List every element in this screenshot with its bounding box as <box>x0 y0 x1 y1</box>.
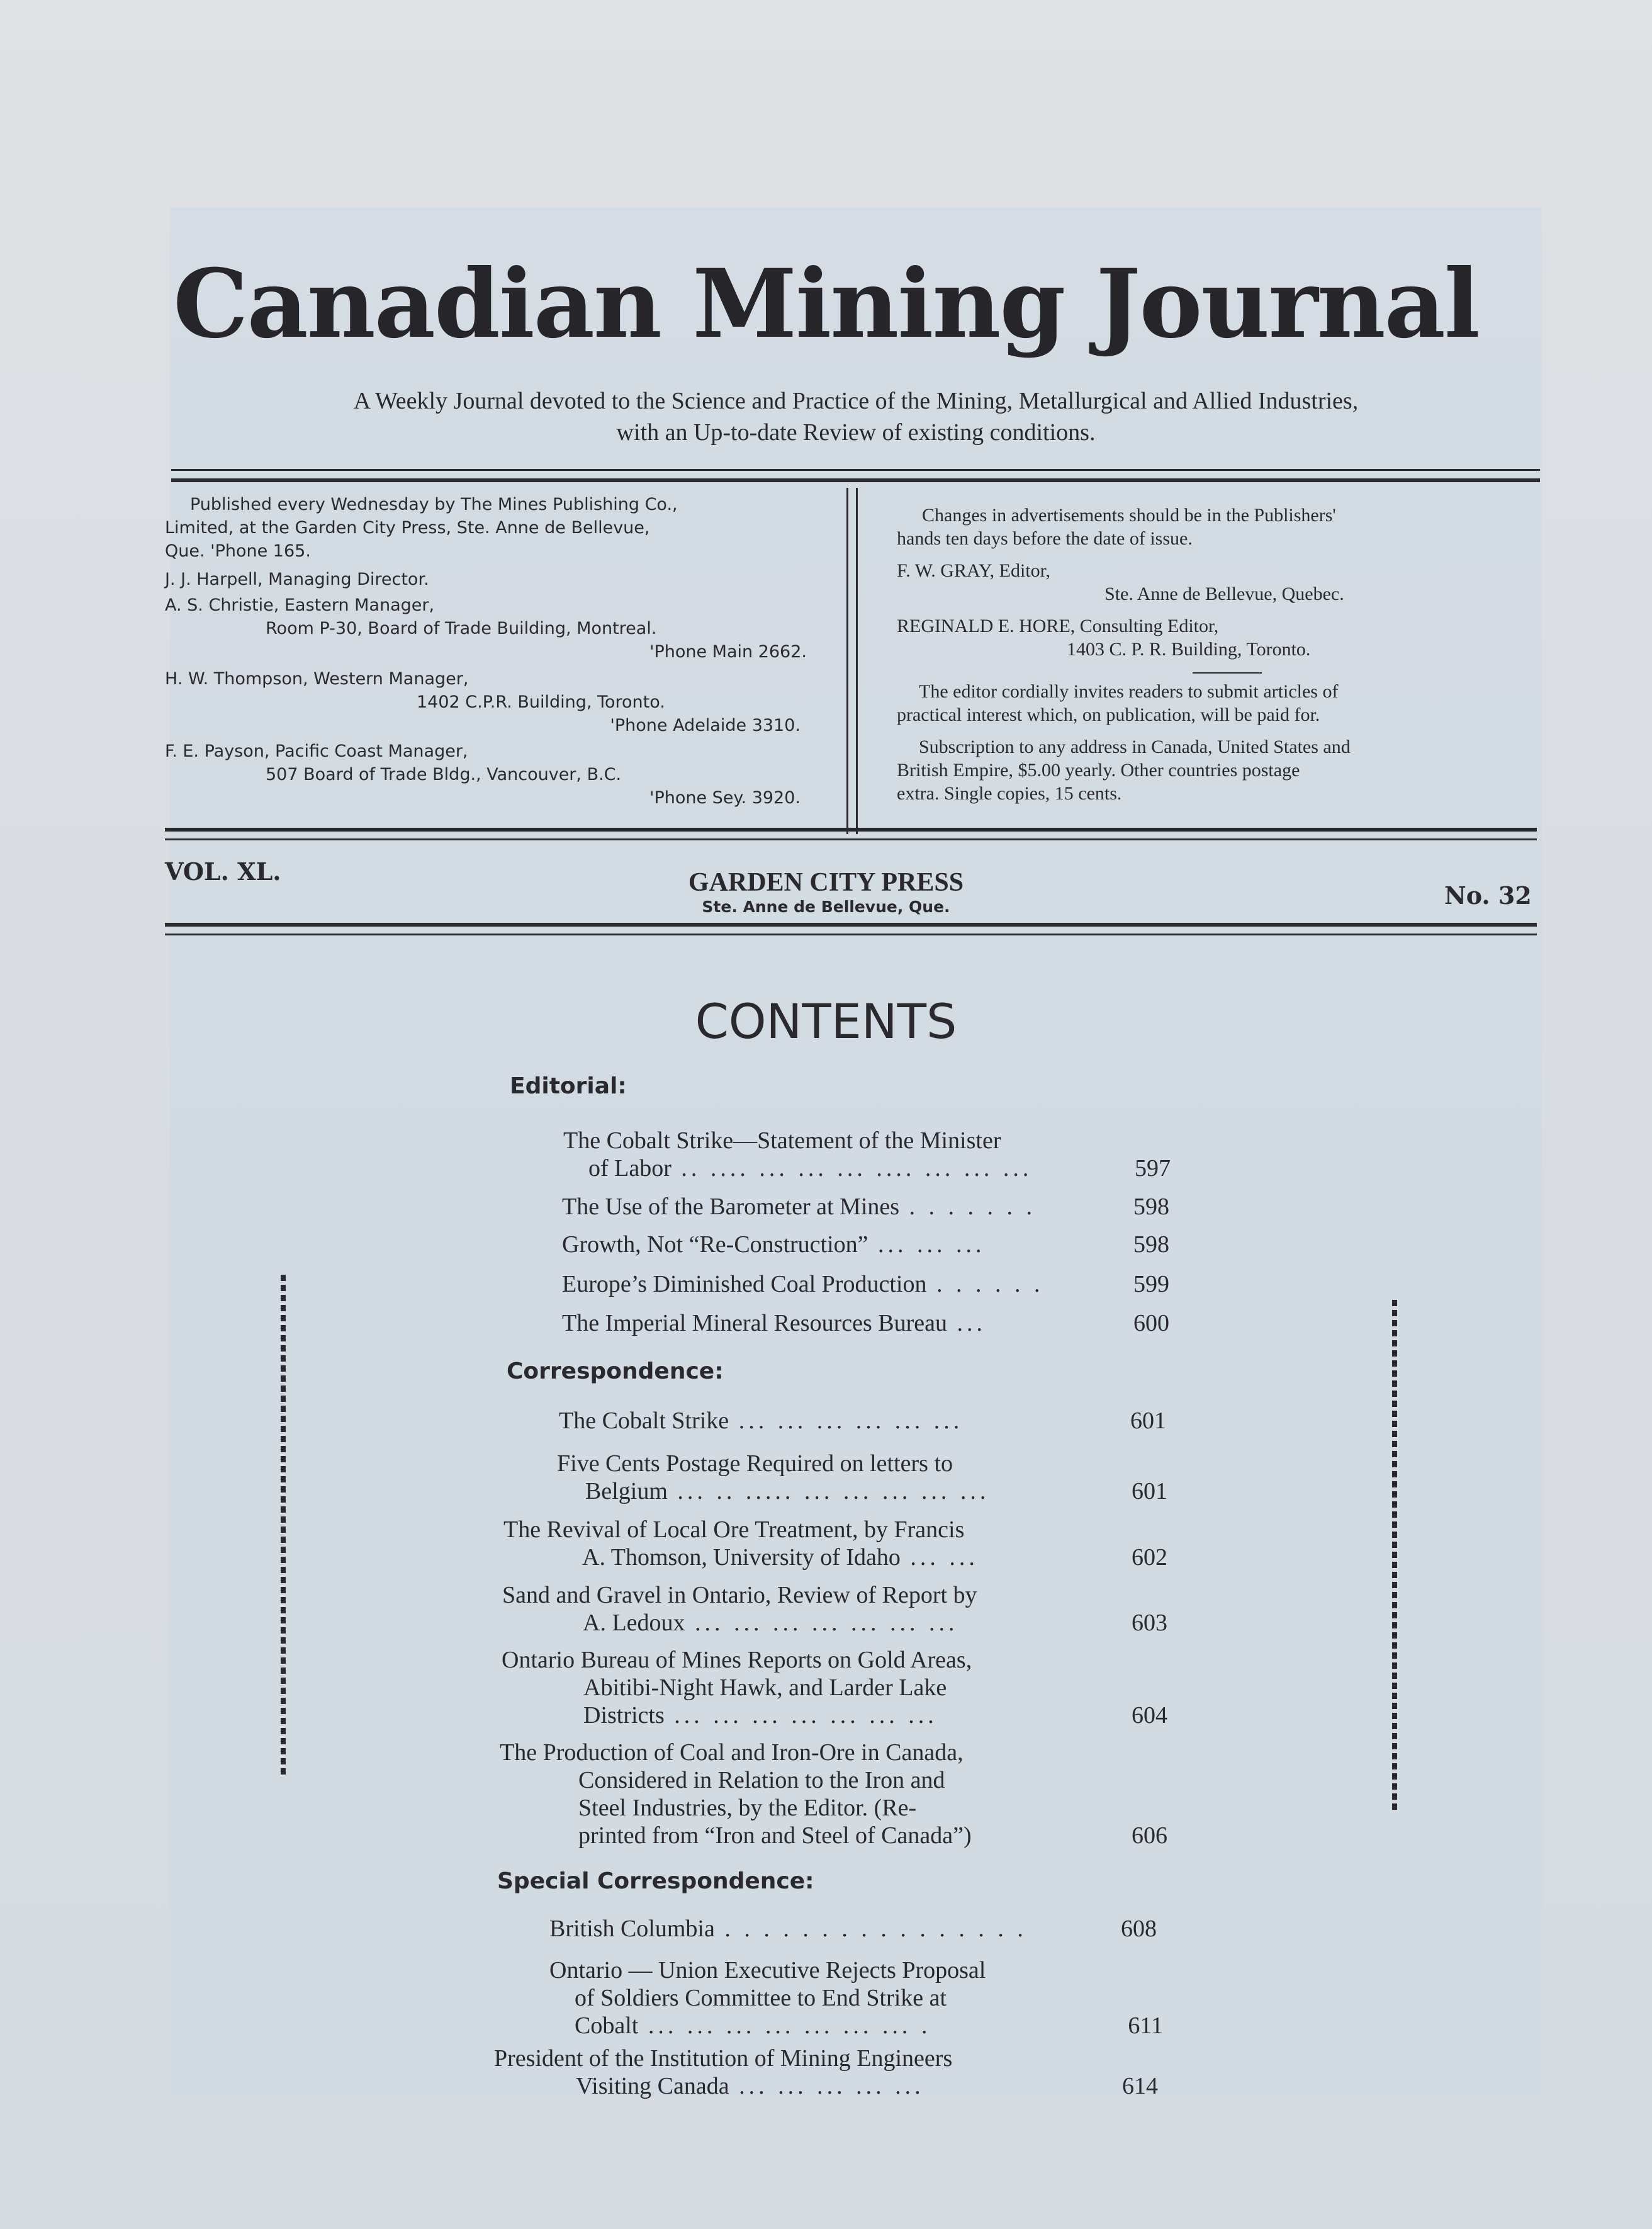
decorative-chain-right <box>1392 1300 1397 1810</box>
publisher-line: 'Phone Adelaide 3310. <box>610 716 801 735</box>
leader-dots: . . . . . . . . . . . . . . . . <box>714 1916 1027 1942</box>
journal-subtitle <box>183 385 1529 448</box>
toc-title: The Imperial Mineral Resources Bureau <box>562 1310 947 1336</box>
toc-title: The Cobalt Strike <box>559 1408 729 1434</box>
toc-page: 600 <box>1133 1310 1169 1336</box>
toc-page: 599 <box>1133 1271 1169 1297</box>
editorial-line: practical interest which, on publication, will be paid for. <box>897 704 1320 725</box>
toc-title: The Production of Coal and Iron-Ore in Canada, <box>500 1739 964 1766</box>
publisher-line: 'Phone Main 2662. <box>649 642 807 662</box>
editorial-line: Ste. Anne de Bellevue, Quebec. <box>1104 584 1344 604</box>
toc-page: 597 <box>1135 1155 1171 1182</box>
toc-title: President of the Institution of Mining Engineers <box>494 2045 953 2072</box>
contents-heading: CONTENTS <box>695 993 957 1049</box>
toc-page: 603 <box>1132 1610 1167 1636</box>
toc-page: 602 <box>1132 1544 1167 1571</box>
toc-entry[interactable] <box>500 1739 1167 1849</box>
subtitle-line-2: with an Up-to-date Review of existing conditions. <box>616 419 1096 446</box>
editorial-info <box>897 504 1542 805</box>
section-special-correspondence: Special Correspondence: <box>497 1868 814 1894</box>
toc-page: 598 <box>1133 1194 1169 1220</box>
press-block <box>0 867 1652 916</box>
toc-entry[interactable] <box>562 1309 1169 1337</box>
toc-title: Steel Industries, by the Editor. (Re- <box>578 1795 917 1821</box>
editorial-line: F. W. GRAY, Editor, <box>897 560 1050 581</box>
leader-dots: . . . . . . <box>926 1271 1044 1297</box>
publisher-line: Limited, at the Garden City Press, Ste. Anne de Bellevue, <box>165 518 650 538</box>
toc-page: 614 <box>1122 2073 1158 2099</box>
toc-page: 598 <box>1133 1231 1169 1258</box>
publisher-line: 507 Board of Trade Bldg., Vancouver, B.C. <box>266 765 622 784</box>
rule-bottom-2 <box>165 934 1537 935</box>
column-divider <box>846 488 848 834</box>
toc-title: The Revival of Local Ore Treatment, by Francis <box>503 1516 965 1543</box>
toc-title: Districts <box>583 1702 665 1729</box>
press-location: Ste. Anne de Bellevue, Que. <box>702 898 950 916</box>
publisher-line: F. E. Payson, Pacific Coast Manager, <box>165 742 468 761</box>
leader-dots: . . . . . . . <box>899 1194 1037 1220</box>
journal-title: Canadian Mining Journal <box>173 249 1479 359</box>
toc-title: Five Cents Postage Required on letters to <box>557 1450 953 1477</box>
leader-dots: ... .. ..... ... ... ... ... ... <box>667 1478 990 1504</box>
toc-entry[interactable] <box>502 1581 1167 1637</box>
toc-page: 608 <box>1121 1916 1157 1942</box>
press-name: GARDEN CITY PRESS <box>688 868 964 897</box>
toc-title: The Use of the Barometer at Mines <box>562 1194 900 1220</box>
rule-mid-1 <box>165 828 1537 832</box>
toc-entry[interactable] <box>502 1646 1167 1729</box>
toc-entry[interactable] <box>562 1231 1169 1258</box>
toc-title: of Labor <box>588 1155 671 1182</box>
rule-top-1 <box>171 469 1540 471</box>
toc-title: Ontario Bureau of Mines Reports on Gold Areas, <box>502 1647 972 1673</box>
editorial-line: Changes in advertisements should be in the Publishers' <box>922 505 1336 526</box>
toc-entry[interactable] <box>549 1956 1163 2040</box>
toc-entry[interactable] <box>563 1127 1171 1182</box>
decorative-chain-left <box>281 1275 286 1778</box>
section-correspondence: Correspondence: <box>507 1358 724 1384</box>
toc-page: 604 <box>1132 1702 1167 1729</box>
leader-dots: ... ... <box>900 1544 979 1571</box>
leader-dots: ... ... ... ... ... ... ... <box>685 1610 958 1636</box>
publisher-line: Room P-30, Board of Trade Building, Montreal. <box>266 619 657 638</box>
toc-title: Growth, Not “Re-Construction” <box>562 1231 868 1258</box>
toc-entry[interactable] <box>559 1407 1166 1435</box>
section-editorial: Editorial: <box>510 1073 627 1099</box>
editorial-line: hands ten days before the date of issue. <box>897 528 1193 549</box>
leader-dots: ... ... ... ... ... <box>729 2073 924 2099</box>
toc-entry[interactable] <box>557 1450 1167 1505</box>
publisher-line: Que. 'Phone 165. <box>165 541 311 561</box>
leader-dots: ... ... ... ... ... ... <box>729 1408 964 1434</box>
publisher-line: J. J. Harpell, Managing Director. <box>165 570 429 589</box>
editorial-line: Subscription to any address in Canada, United States and <box>919 736 1351 757</box>
toc-page: 601 <box>1130 1408 1166 1434</box>
toc-title: printed from “Iron and Steel of Canada”) <box>578 1822 972 1849</box>
toc-entry[interactable] <box>494 2045 1158 2100</box>
publisher-line: A. S. Christie, Eastern Manager, <box>165 595 435 615</box>
toc-title: Ontario — Union Executive Rejects Proposal <box>549 1957 986 1984</box>
editorial-line: British Empire, $5.00 yearly. Other countries postage <box>897 760 1300 781</box>
toc-page: 606 <box>1132 1822 1167 1849</box>
editorial-line: REGINALD E. HORE, Consulting Editor, <box>897 616 1219 636</box>
toc-title: The Cobalt Strike—Statement of the Minister <box>563 1127 1001 1154</box>
toc-title: Considered in Relation to the Iron and <box>578 1767 945 1793</box>
toc-title: Cobalt <box>575 2012 639 2039</box>
column-divider-2 <box>856 488 858 834</box>
toc-title: Europe’s Diminished Coal Production <box>562 1271 927 1297</box>
rule-mid-2 <box>165 838 1537 840</box>
rule-bottom-1 <box>165 923 1537 927</box>
leader-dots: .. .... ... ... ... .... ... ... ... <box>671 1155 1033 1182</box>
toc-title: A. Thomson, University of Idaho <box>582 1544 901 1571</box>
rule-top-2 <box>171 478 1540 482</box>
toc-title: Visiting Canada <box>576 2073 729 2099</box>
leader-dots: ... ... ... ... ... ... ... . <box>638 2012 931 2039</box>
publisher-line: H. W. Thompson, Western Manager, <box>165 669 469 689</box>
toc-page: 611 <box>1128 2012 1163 2039</box>
toc-entry[interactable] <box>503 1516 1167 1571</box>
toc-entry[interactable] <box>549 1915 1157 1943</box>
volume-number: VOL. XL. <box>165 857 281 886</box>
toc-title: Sand and Gravel in Ontario, Review of Report by <box>502 1582 977 1608</box>
leader-dots: ... ... ... ... ... ... ... <box>664 1702 938 1729</box>
toc-title: British Columbia <box>549 1916 715 1942</box>
issue-number: No. 32 <box>1444 881 1532 910</box>
leader-dots: ... ... ... <box>868 1231 986 1258</box>
editorial-line: The editor cordially invites readers to submit articles of <box>919 681 1339 702</box>
toc-title: A. Ledoux <box>583 1610 685 1636</box>
editorial-line: extra. Single copies, 15 cents. <box>897 783 1122 804</box>
publisher-line: 1402 C.P.R. Building, Toronto. <box>417 692 665 712</box>
toc-title: of Soldiers Committee to End Strike at <box>575 1985 947 2011</box>
toc-entry[interactable] <box>562 1270 1169 1298</box>
toc-title: Abitibi-Night Hawk, and Larder Lake <box>583 1674 947 1701</box>
short-divider <box>1193 672 1262 674</box>
publisher-line: Published every Wednesday by The Mines Publishing Co., <box>190 495 678 514</box>
publisher-line: 'Phone Sey. 3920. <box>649 788 801 808</box>
toc-page: 601 <box>1132 1478 1167 1504</box>
editorial-line: 1403 C. P. R. Building, Toronto. <box>1067 639 1311 660</box>
toc-title: Belgium <box>585 1478 668 1504</box>
leader-dots: ... <box>947 1310 986 1336</box>
publisher-info <box>165 493 819 810</box>
toc-entry[interactable] <box>562 1193 1169 1221</box>
subtitle-line-1: A Weekly Journal devoted to the Science and Practice of the Mining, Metallurgical and Allied Industries, <box>353 388 1359 414</box>
